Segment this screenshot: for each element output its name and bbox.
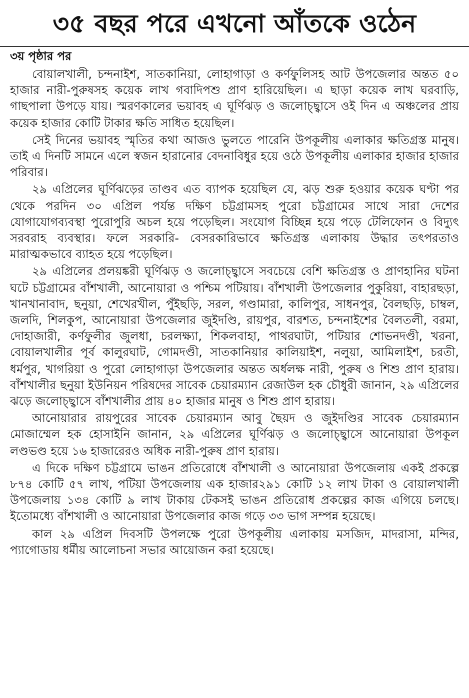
paragraph: বোয়ালখালী, চন্দনাইশ, সাতকানিয়া, লোহাগাড়া ও কর্ণফুলিসহ আট উপজেলার অন্তত ৫০ হাজার নারী-পুরুষসহ কয়েক লাখ গবাদিপশু প্রাণ হারিয়েছিল। এ ছাড়া কয়েক লাখ ঘরবাড়ি, গাছপালা উপড়ে যায়। স্মরণকালের ভয়াবহ এ ঘূর্ণিঝড় ও জলোচ্ছ্বাসে ওই দিন এ অঞ্চলের প্রায় কয়েক হাজার কোটি টাকার ক্ষতি সাধিত হয়েছিল। — [10, 67, 459, 130]
headline: ৩৫ বছর পরে এখনো আঁতকে ওঠেন — [52, 9, 417, 38]
paragraph: সেই দিনের ভয়াবহ স্মৃতির কথা আজও ভুলতে পারেনি উপকূলীয় এলাকার ক্ষতিগ্রস্ত মানুষ। তাই এ দিনটি সামনে এলে স্বজন হারানোর বেদনাবিধুর হয়ে ওঠে উপকূলীয় এলাকার হাজার হাজার পরিবার। — [10, 132, 459, 180]
paragraph: এ দিকে দক্ষিণ চট্টগ্রামে ভাঙন প্রতিরোধে বাঁশখালী ও আনোয়ারা উপজেলায় একই প্রকল্পে ৮৭৪ কোটি ৫৭ লাখ, পটিয়া উপজেলায় এক হাজার২৯১ কোটি ১২ লাখ টাকা ও বোয়ালখালী উপজেলায় ১৩৪ কোটি ৯ লাখ টাকায় টেকসই ভাঙন প্রতিরোধ প্রকল্পের কাজ এগিয়ে চলছে। ইতোমধ্যে বাঁশখালী ও আনোয়ারা উপজেলার কাজ গড়ে ৩৩ ভাগ সম্পন্ন হয়েছে। — [10, 460, 459, 524]
paragraph: আনোয়ারার রায়পুরের সাবেক চেয়ারম্যান আবু ছৈয়দ ও জুইদণ্ডির সাবেক চেয়ারম্যান মোজাম্মেল হক হোসাইনি জানান, ২৯ এপ্রিলের ঘূর্ণিঝড় ও জলোচ্ছ্বাসে আনোয়ারা উপকূল লণ্ডভণ্ড হয়ে ১৬ হাজারেরও অধিক নারী-পুরুষ প্রাণ হারায়। — [10, 411, 459, 458]
article-body — [10, 66, 459, 559]
paragraph: ২৯ এপ্রিলের ঘূর্ণিঝড়ের তাণ্ডব এত ব্যাপক হয়েছিল যে, ঝড় শুরু হওয়ার কয়েক ঘণ্টা পর থেকে পরদিন ৩০ এপ্রিল পর্যন্ত দক্ষিণ চট্টগ্রামসহ পুরো চট্টগ্রামের সাথে সারা দেশের যোগাযোগব্যবস্থা পুরোপুরি অচল হয়ে পড়েছিল। সংযোগ বিচ্ছিন্ন হয়ে পড়ে টেলিফোন ও বিদ্যুৎ সরবরাহ ব্যবস্থার। ফলে সরকারি- বেসরকারিভাবে ক্ষতিগ্রস্ত এলাকায় উদ্ধার তৎপরতাও মারাত্মকভাবে ব্যাহত হয়ে পড়েছিল। — [10, 182, 459, 262]
paragraph: ২৯ এপ্রিলের প্রলয়ঙ্করী ঘূর্ণিঝড় ও জলোচ্ছ্বাসে সবচেয়ে বেশি ক্ষতিগ্রস্ত ও প্রাণহানির ঘটনা ঘটে চট্টগ্রামের বাঁশখালী, আনোয়ারা ও পশ্চিম পটিয়ায়। বাঁশখালী উপজেলার পুকুরিয়া, বাহারছড়া, খানখানাবাদ, ছনুয়া, শেখেরখীল, পুঁইছড়ি, সরল, গণ্ডামারা, কালিপুর, সাধনপুর, বৈলছড়ি, চাম্বল, জলদি, শিলকুপ, আনোয়ারা উপজেলার জুইদণ্ডি, রায়পুর, বারশত, চন্দনাইশের বৈলতলী, বরমা, দোহাজারী, কর্ণফুলীর জুলধা, চরলক্ষ্যা, শিকলবাহা, পাথরঘাটা, পটিয়ার শোভনদণ্ডী, খরনা, বোয়ালখালীর পূর্ব কালুরঘাট, গোমদণ্ডী, সাতকানিয়ার কালিয়াইশ, নলুয়া, আমিলাইশ, চরতী, ধর্মপুর, খাগরিয়া ও পুরো লোহাগাড়া উপজেলার অন্তত অর্ধলক্ষ নারী, পুরুষ ও শিশু প্রাণ হারায়। বাঁশখালীর ছনুয়া ইউনিয়ন পরিষদের সাবেক চেয়ারম্যান রেজাউল হক চৌধুরী জানান, ২৯ এপ্রিলের ঝড়ে জলোচ্ছ্বাসে বাঁশখালীর প্রায় ৪০ হাজার মানুষ ও শিশু প্রাণ হারায়। — [10, 264, 459, 409]
continuation-label: ৩য় পৃষ্ঠার পর — [10, 49, 72, 63]
paragraph: কাল ২৯ এপ্রিল দিবসটি উপলক্ষে পুরো উপকূলীয় এলাকায় মসজিদ, মাদরাসা, মন্দির, প্যাগোডায় ধর্মীয় আলোচনা সভার আয়োজন করা হয়েছে। — [10, 526, 459, 557]
headline-divider — [0, 46, 469, 47]
